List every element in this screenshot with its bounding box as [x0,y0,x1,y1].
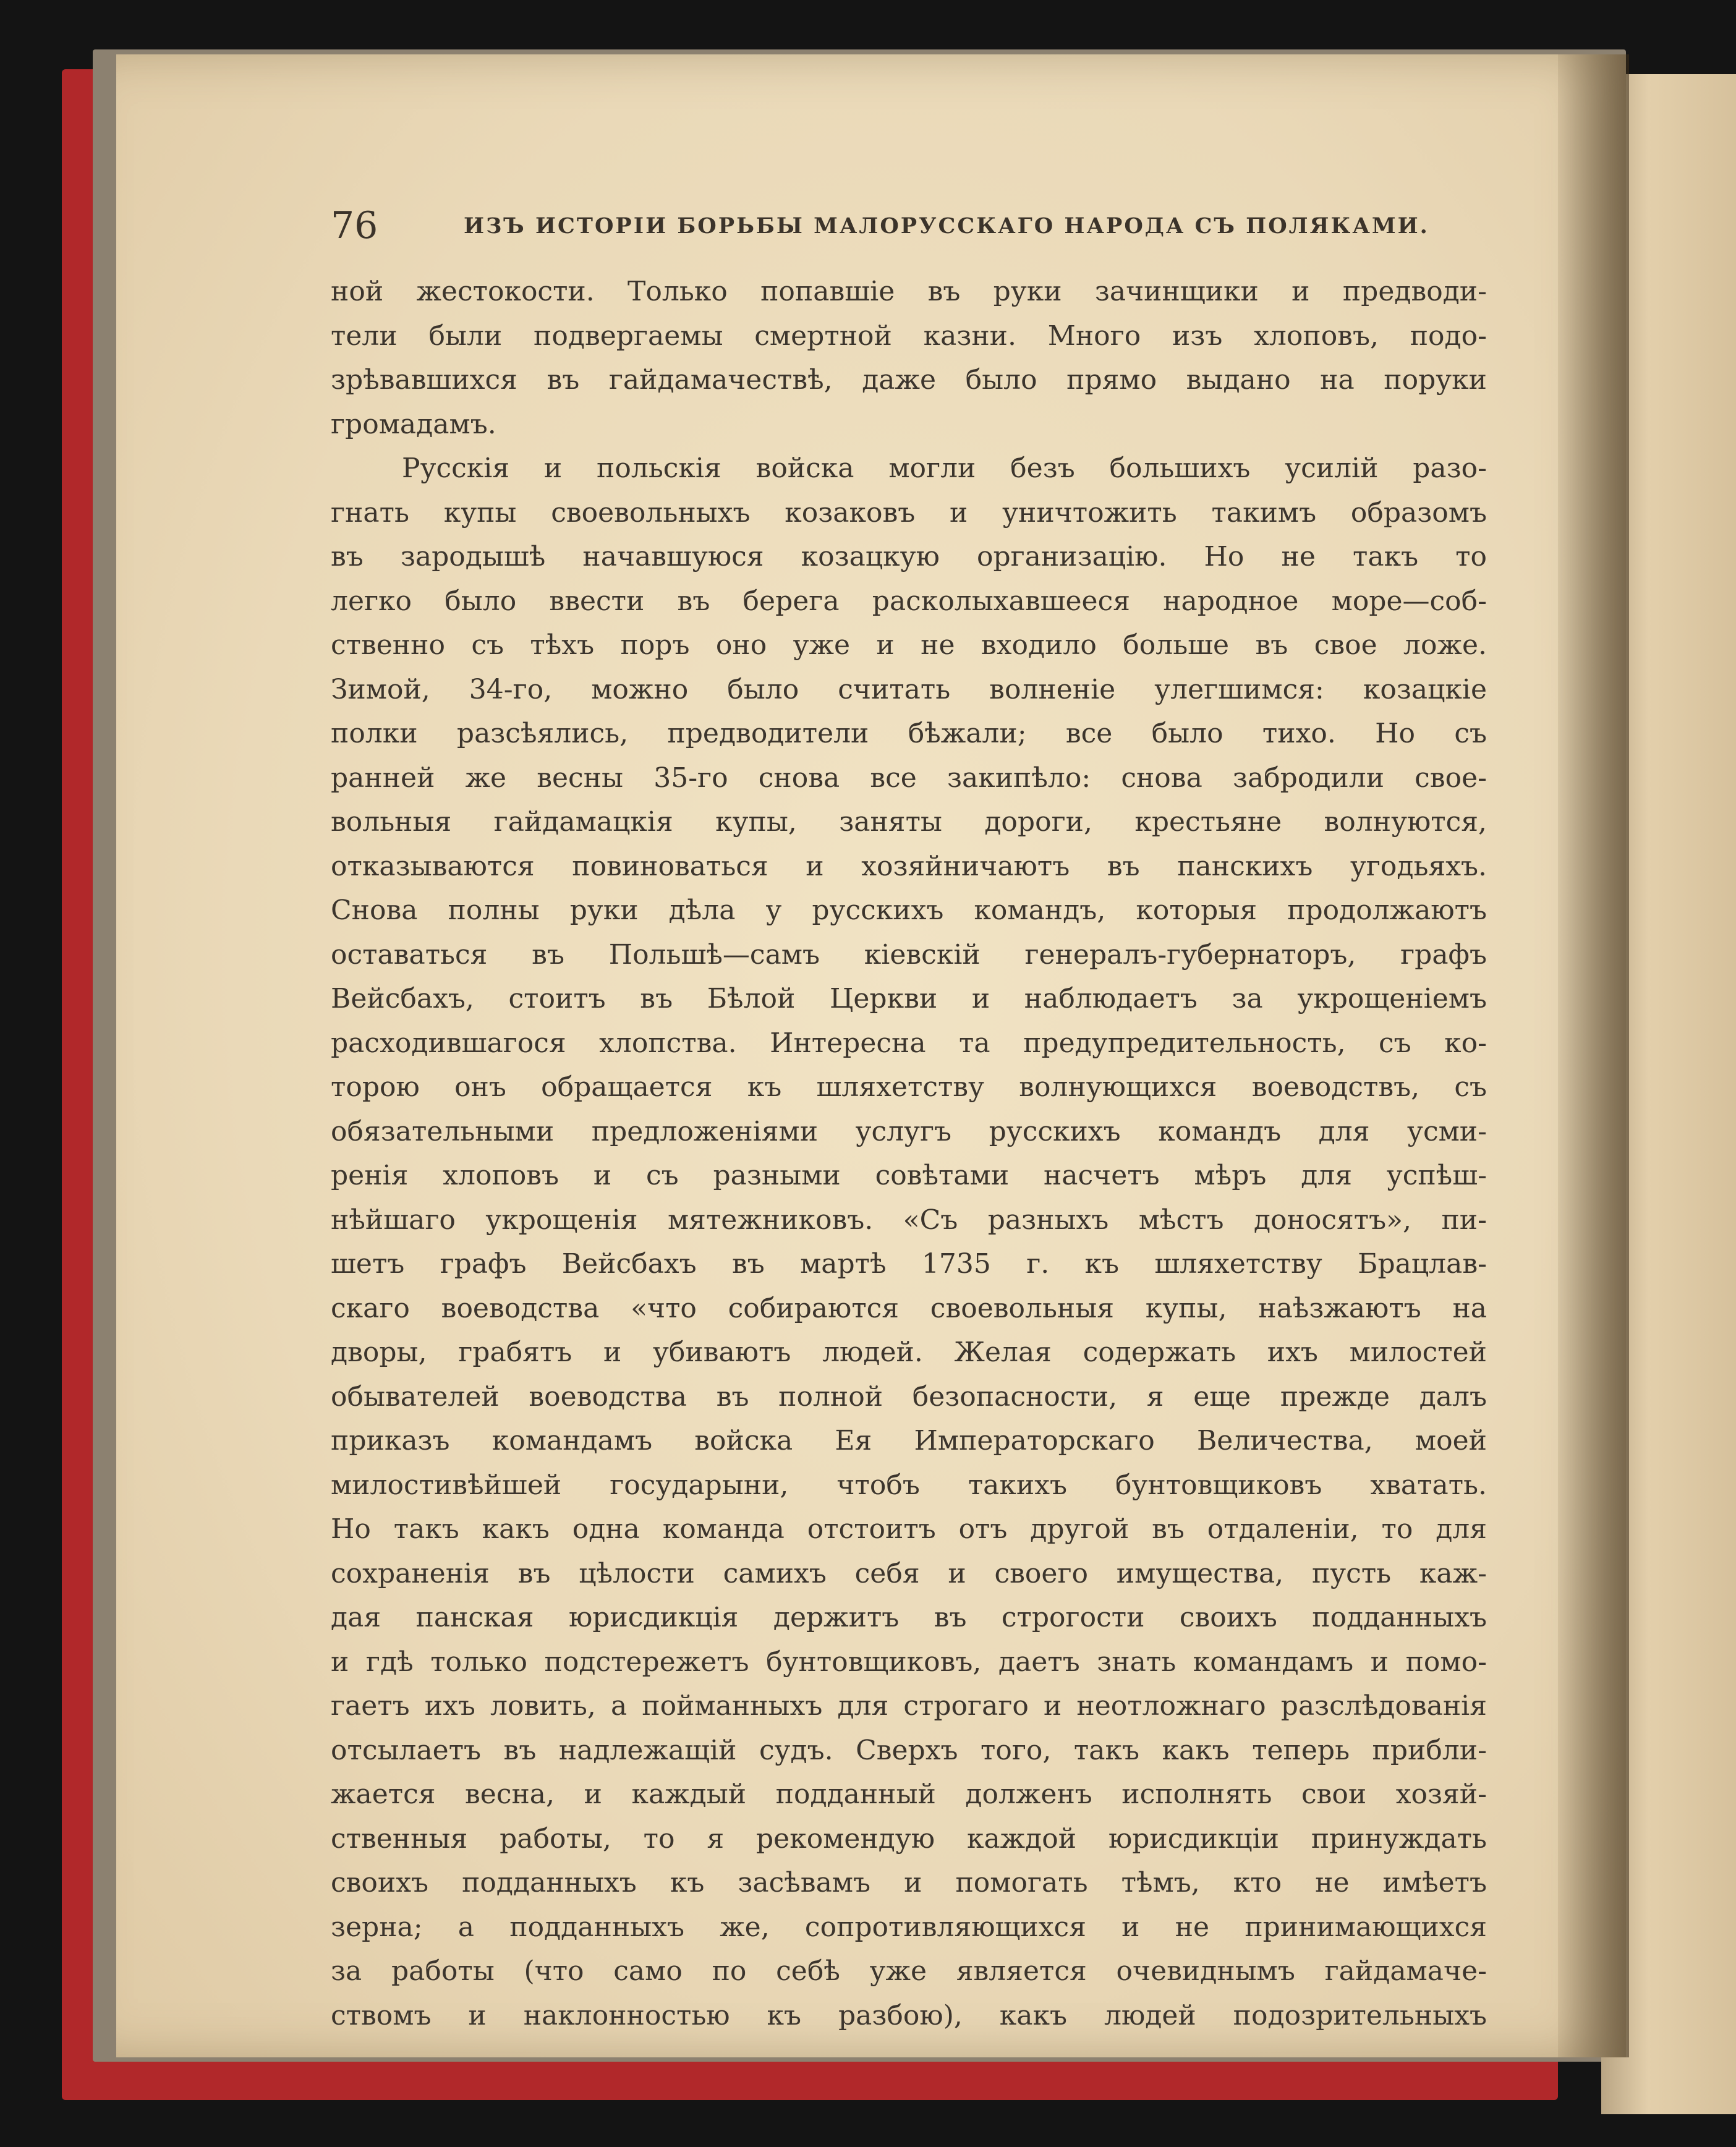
text-line: расходившагося хлопства. Интересна та предупредительность, съ ко- [331,1027,1487,1059]
text-line: дая панская юрисдикція держитъ въ строгости своихъ подданныхъ [331,1602,1487,1633]
text-line: гнать купы своевольныхъ козаковъ и уничтожить такимъ образомъ [331,496,1487,529]
text-line: тели были подвергаемы смертной казни. Много изъ хлоповъ, подо- [331,320,1487,352]
text-line: Снова полны руки дѣла у русскихъ командъ, которыя продолжаютъ [331,895,1487,926]
text-line: Вейсбахъ, стоитъ въ Бѣлой Церкви и наблюдаетъ за укрощеніемъ [331,983,1487,1014]
text-line: отсылаетъ въ надлежащій судъ. Сверхъ того, такъ какъ теперь прибли- [331,1734,1487,1766]
text-line: и гдѣ только подстережетъ бунтовщиковъ, даетъ знать командамъ и помо- [331,1646,1487,1678]
text-line: нѣйшаго укрощенія мятежниковъ. «Съ разныхъ мѣстъ доносятъ», пи- [331,1204,1487,1236]
text-line: милостивѣйшей государыни, чтобъ такихъ бунтовщиковъ хватать. [331,1469,1487,1501]
text-line: ствомъ и наклонностью къ разбою), какъ людей подозрительныхъ [331,1999,1487,2031]
text-line: гаетъ ихъ ловить, а пойманныхъ для строгаго и неотложнаго разслѣдованія [331,1690,1487,1722]
text-line: торою онъ обращается къ шляхетству волнующихся воеводствъ, съ [331,1071,1487,1103]
body-text [331,270,1487,2038]
text-line: ственныя работы, то я рекомендую каждой юрисдикціи принуждать [331,1822,1487,1855]
text-line: въ зародышѣ начавшуюся козацкую организацію. Но не такъ то [331,541,1487,572]
text-line: ренія хлоповъ и съ разными совѣтами насчетъ мѣръ для успѣш- [331,1160,1487,1191]
text-line: Русскія и польскія войска могли безъ большихъ усилій разо- [402,453,1487,484]
running-title: ИЗЪ ИСТОРІИ БОРЬБЫ МАЛОРУССКАГО НАРОДА СЪ ПОЛЯКАМИ. [464,213,1429,239]
text-line: вольныя гайдамацкія купы, заняты дороги, крестьяне волнуются, [331,806,1487,838]
text-line: скаго воеводства «что собираются своевольныя купы, наѣзжаютъ на [331,1292,1487,1324]
running-head [331,201,1481,250]
text-line: обывателей воеводства въ полной безопасности, я еще прежде далъ [331,1380,1487,1413]
text-line: легко было ввести въ берега расколыхавшееся народное море—соб- [331,585,1487,617]
text-line: за работы (что само по себѣ уже является очевиднымъ гайдамаче- [331,1955,1487,1987]
text-line: ной жестокости. Только попавшіе въ руки зачинщики и предводи- [331,276,1487,307]
text-line: приказъ командамъ войска Ея Императорскаго Величества, моей [331,1425,1487,1456]
page-gutter [1558,54,1629,2057]
text-line: шетъ графъ Вейсбахъ въ мартѣ 1735 г. къ шляхетству Брацлав- [331,1248,1487,1280]
text-line: ственно съ тѣхъ поръ оно уже и не входило больше въ свое ложе. [331,629,1487,661]
text-line: ранней же весны 35-го снова все закипѣло: снова забродили свое- [331,762,1487,794]
text-line: сохраненія въ цѣлости самихъ себя и своего имущества, пусть каж- [331,1557,1487,1589]
text-line: зрѣвавшихся въ гайдамачествѣ, даже было прямо выдано на поруки [331,364,1487,396]
text-line: полки разсѣялись, предводители бѣжали; все было тихо. Но съ [331,718,1487,749]
text-line: оставаться въ Польшѣ—самъ кіевскій генералъ-губернаторъ, графъ [331,938,1487,971]
text-line: своихъ подданныхъ къ засѣвамъ и помогать тѣмъ, кто не имѣетъ [331,1867,1487,1898]
text-line: Но такъ какъ одна команда отстоитъ отъ другой въ отдаленіи, то для [331,1513,1487,1545]
page-number: 76 [331,204,378,247]
text-line: обязательными предложеніями услугъ русскихъ командъ для усми- [331,1115,1487,1147]
text-line: громадамъ. [331,408,496,440]
text-line: дворы, грабятъ и убиваютъ людей. Желая содержать ихъ милостей [331,1337,1487,1368]
text-line: жается весна, и каждый подданный долженъ исполнять свои хозяй- [331,1779,1487,1810]
text-line: Зимой, 34-го, можно было считать волненіе улегшимся: козацкіе [331,673,1487,705]
text-line: отказываются повиноваться и хозяйничаютъ въ панскихъ угодьяхъ. [331,850,1487,882]
text-line: зерна; а подданныхъ же, сопротивляющихся и не принимающихся [331,1911,1487,1943]
